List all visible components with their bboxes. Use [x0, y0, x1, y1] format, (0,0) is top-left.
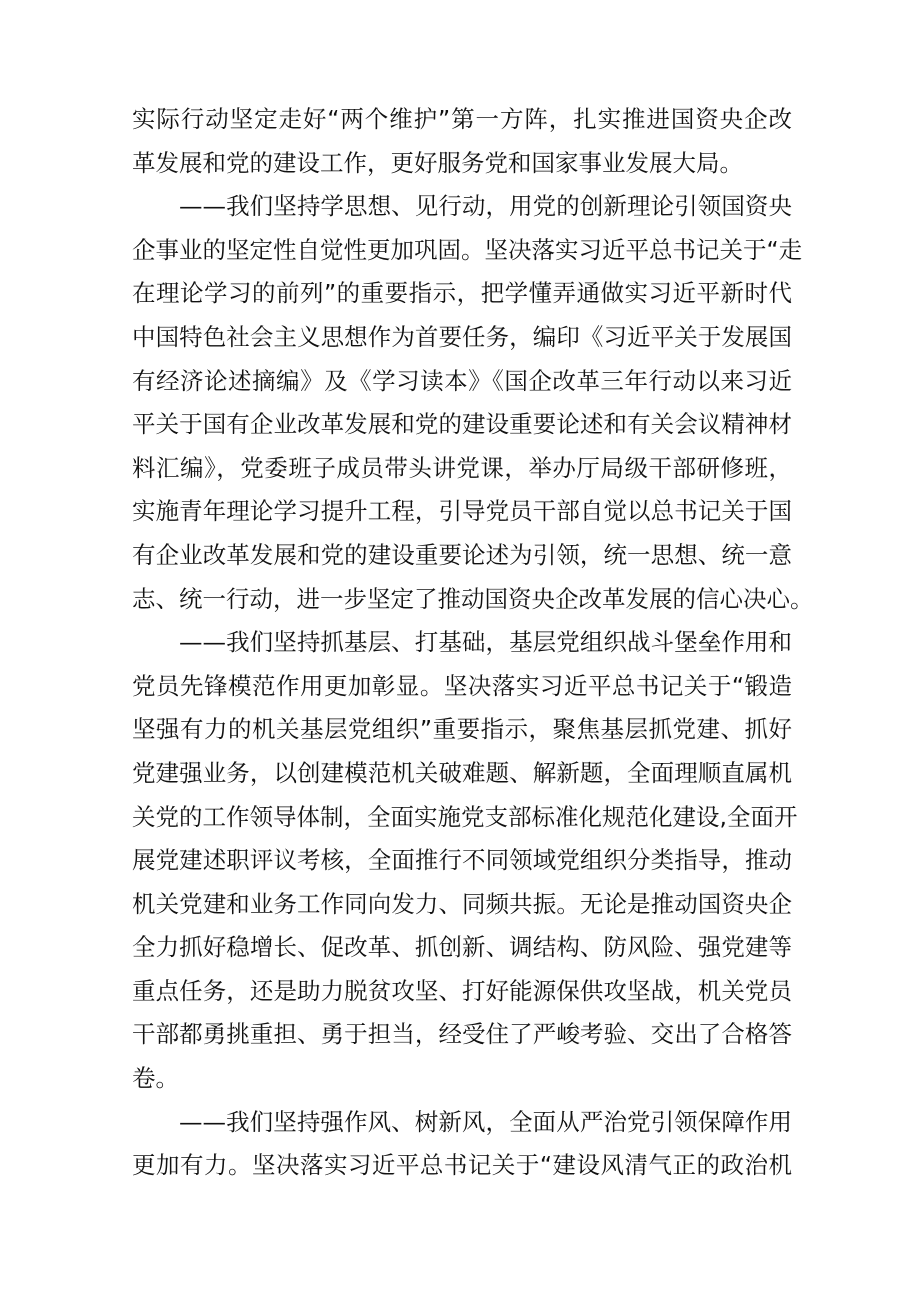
text-line: 全力抓好稳增长、促改革、抓创新、调结构、防风险、强党建等	[132, 933, 792, 962]
text-line: 干部都勇挑重担、勇于担当，经受住了严峻考验、交出了合格答	[132, 1020, 792, 1049]
text-line: ——我们坚持强作风、树新风，全面从严治党引领保障作用	[179, 1107, 792, 1136]
text-line: 展党建述职评议考核，全面推行不同领域党组织分类指导，推动	[132, 846, 792, 875]
text-line: 有经济论述摘编》及《学习读本》《国企改革三年行动以来习近	[132, 366, 792, 395]
text-line: 卷。	[132, 1064, 179, 1093]
text-line: 中国特色社会主义思想作为首要任务，编印《习近平关于发展国	[132, 322, 792, 351]
text-line: 志、统一行动，进一步坚定了推动国资央企改革发展的信心决心。	[132, 584, 814, 613]
text-line: 在理论学习的前列”的重要指示，把学懂弄通做实习近平新时代	[132, 279, 792, 308]
text-line: 革发展和党的建设工作，更好服务党和国家事业发展大局。	[132, 148, 743, 177]
text-line: ——我们坚持抓基层、打基础，基层党组织战斗堡垒作用和	[179, 628, 792, 657]
text-line: 实施青年理论学习提升工程，引导党员干部自觉以总书记关于国	[132, 497, 792, 526]
text-line: 企事业的坚定性自觉性更加巩固。坚决落实习近平总书记关于“走	[132, 235, 803, 264]
text-line: 料汇编》，党委班子成员带头讲党课，举办厅局级干部研修班，	[132, 453, 792, 482]
text-line: 实际行动坚定走好“两个维护”第一方阵，扎实推进国资央企改	[132, 105, 792, 133]
text-line: 坚强有力的机关基层党组织”重要指示，聚焦基层抓党建、抓好	[132, 715, 792, 744]
text-line: 党员先锋模范作用更加彰显。坚决落实习近平总书记关于“锻造	[132, 671, 792, 700]
text-line: 平关于国有企业改革发展和党的建设重要论述和有关会议精神材	[132, 410, 792, 439]
document-page	[132, 98, 814, 1188]
text-line: 关党的工作领导体制，全面实施党支部标准化规范化建设,全面开	[132, 802, 798, 831]
text-line: ——我们坚持学思想、见行动，用党的创新理论引领国资央	[179, 192, 792, 221]
text-line: 更加有力。坚决落实习近平总书记关于“建设风清气正的政治机	[132, 1151, 792, 1180]
text-line: 重点任务，还是助力脱贫攻坚、打好能源保供攻坚战，机关党员	[132, 976, 792, 1005]
text-line: 党建强业务，以创建模范机关破难题、解新题，全面理顺直属机	[132, 758, 792, 787]
text-line: 有企业改革发展和党的建设重要论述为引领，统一思想、统一意	[132, 540, 792, 569]
text-line: 机关党建和业务工作同向发力、同频共振。无论是推动国资央企	[132, 889, 792, 918]
